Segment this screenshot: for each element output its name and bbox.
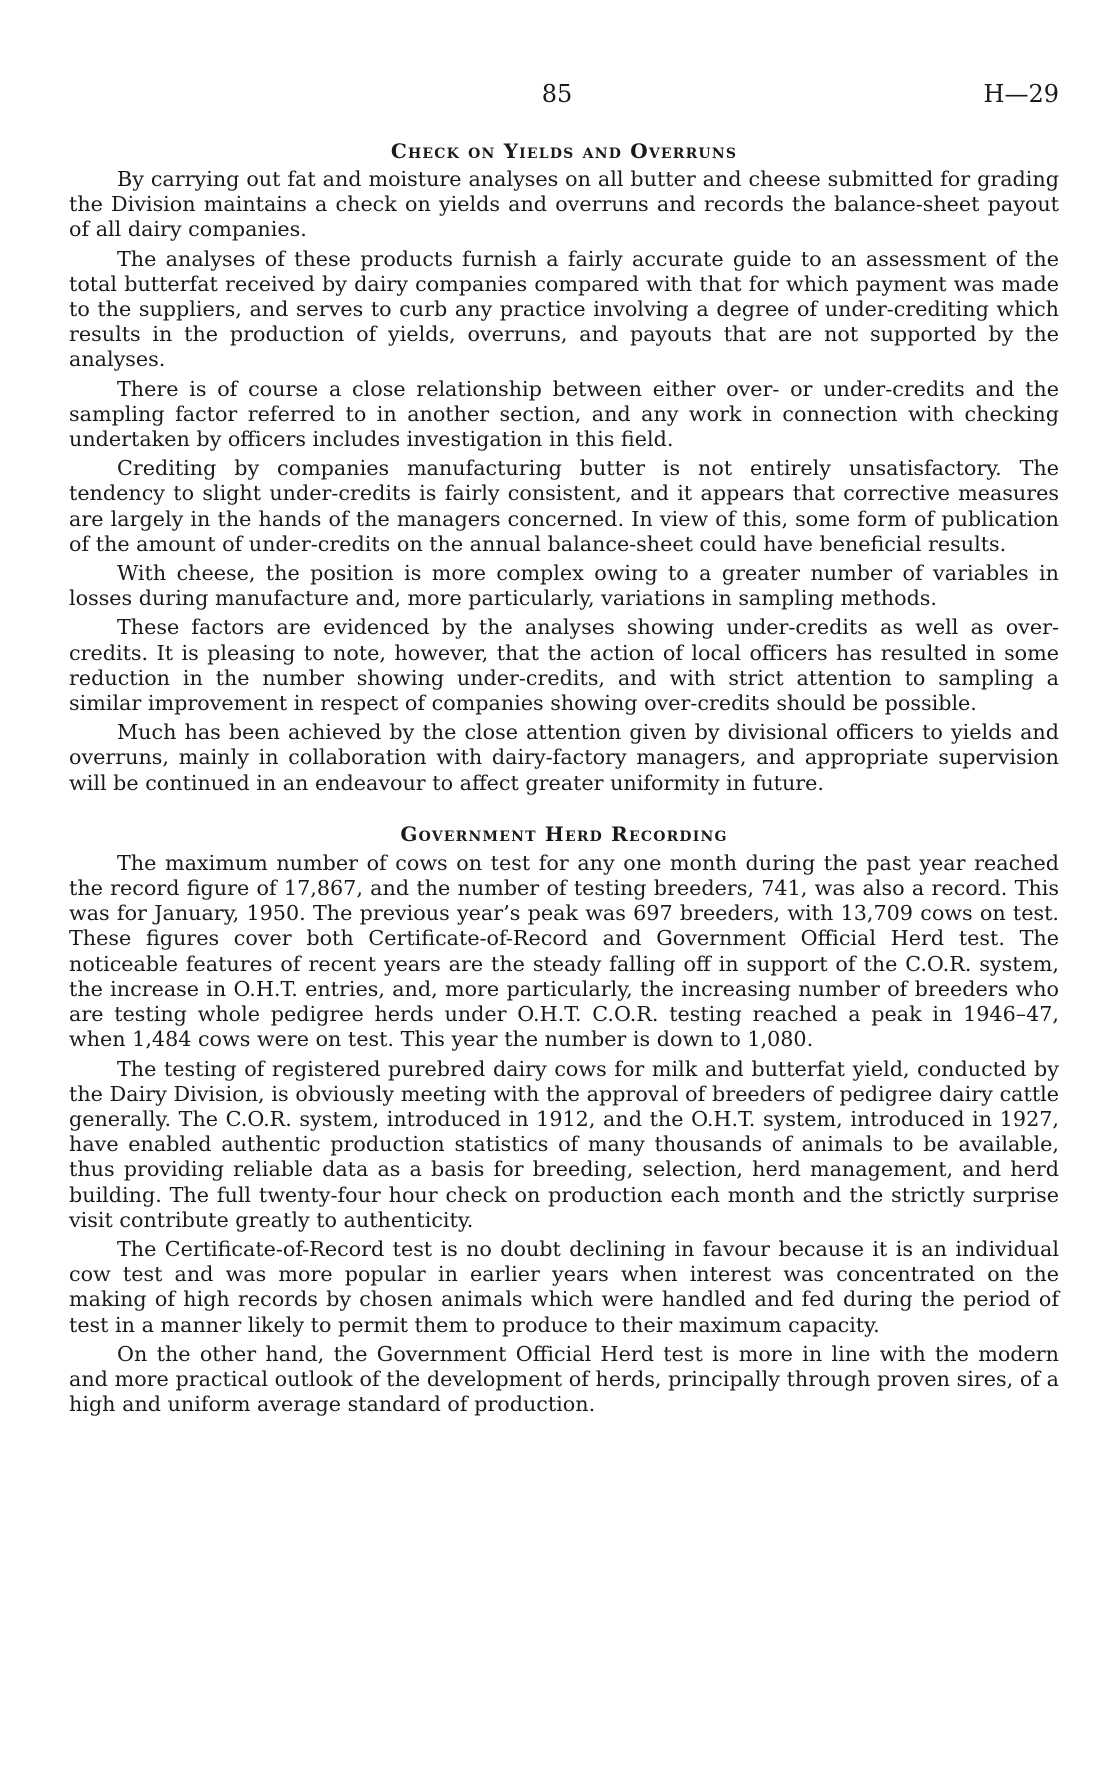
section-title-herd-recording: Government Herd Recording <box>400 821 728 846</box>
paragraph: There is of course a close relationship between either over- or under-credits and the sampling factor referred to in another section, and any work in connection with checking undertaken by officers includes investigation in this field. <box>69 376 1059 452</box>
paragraph: By carrying out fat and moisture analyses on all butter and cheese submitted for grading the Division maintains a check on yields and overruns and records the balance-sheet payout of all dairy companies. <box>69 167 1059 242</box>
section-title-yields-overruns: Check on Yields and Overruns <box>390 139 738 163</box>
paragraph: With cheese, the position is more complex owing to a greater number of variables in losses during manufacture and, more particularly, variations in sampling methods. <box>69 561 1059 611</box>
page-header <box>0 80 1114 110</box>
page-number: 85 <box>541 80 573 108</box>
paragraph: The testing of registered purebred dairy cows for milk and butterfat yield, conducted by the Dairy Division, is obviously meeting with the approval of breeders of pedigree dairy cattle generally. The C.O.R. system, introduced in 1912, and the O.H.T. system, introduced in 1927, have enabled authentic production statistics of many thousands of animals to be available, thus providing reliable data as a basis for breeding, selection, herd management, and herd building. The full twenty-four hour check on production each month and the strictly surprise visit contribute greatly to authenticity. <box>69 1056 1059 1232</box>
body-text <box>69 138 1059 1421</box>
paragraph: The analyses of these products furnish a fairly accurate guide to an assessment of the total butterfat received by dairy companies compared with that for which payment was made to the suppliers, and serves to curb any practice involving a degree of under-crediting which results in the production of yields, overruns, and payouts that are not supported by the analyses. <box>69 246 1059 372</box>
paragraph: The Certificate-of-Record test is no doubt declining in favour because it is an individual cow test and was more popular in earlier years when interest was concentrated on the making of high records by chosen animals which were handled and fed during the period of test in a manner likely to permit them to produce to their maximum capacity. <box>69 1236 1059 1337</box>
paragraph: These factors are evidenced by the analyses showing under-credits as well as over-credits. It is pleasing to note, however, that the action of local officers has resulted in some reduction in the number showing under-credits, and with strict attention to sampling a similar improvement in respect of companies showing over-credits should be possible. <box>69 615 1059 716</box>
paragraph: Much has been achieved by the close attention given by divisional officers to yields and overruns, mainly in collaboration with dairy-factory managers, and appropriate supervision will be continued in an endeavour to affect greater uniformity in future. <box>69 720 1059 795</box>
paragraph: On the other hand, the Government Official Herd test is more in line with the modern and more practical outlook of the development of herds, principally through proven sires, of a high and uniform average standard of production. <box>69 1341 1059 1417</box>
report-code: H—29 <box>983 80 1059 108</box>
paragraph: Crediting by companies manufacturing butter is not entirely unsatisfactory. The tendency to slight under-credits is fairly consistent, and it appears that corrective measures are largely in the hands of the managers concerned. In view of this, some form of publication of the amount of under-credits on the annual balance-sheet could have beneficial results. <box>69 456 1059 556</box>
paragraph: The maximum number of cows on test for any one month during the past year reached the record figure of 17,867, and the number of testing breeders, 741, was also a record. This was for January, 1950. The previous year’s peak was 697 breeders, with 13,709 cows on test. These figures cover both Certificate-of-Record and Government Official Herd test. The noticeable features of recent years are the steady falling off in support of the C.O.R. system, the increase in O.H.T. entries, and, more particularly, the increasing number of breeders who are testing whole pedigree herds under O.H.T. C.O.R. testing reached a peak in 1946–47, when 1,484 cows were on test. This year the number is down to 1,080. <box>69 850 1059 1052</box>
